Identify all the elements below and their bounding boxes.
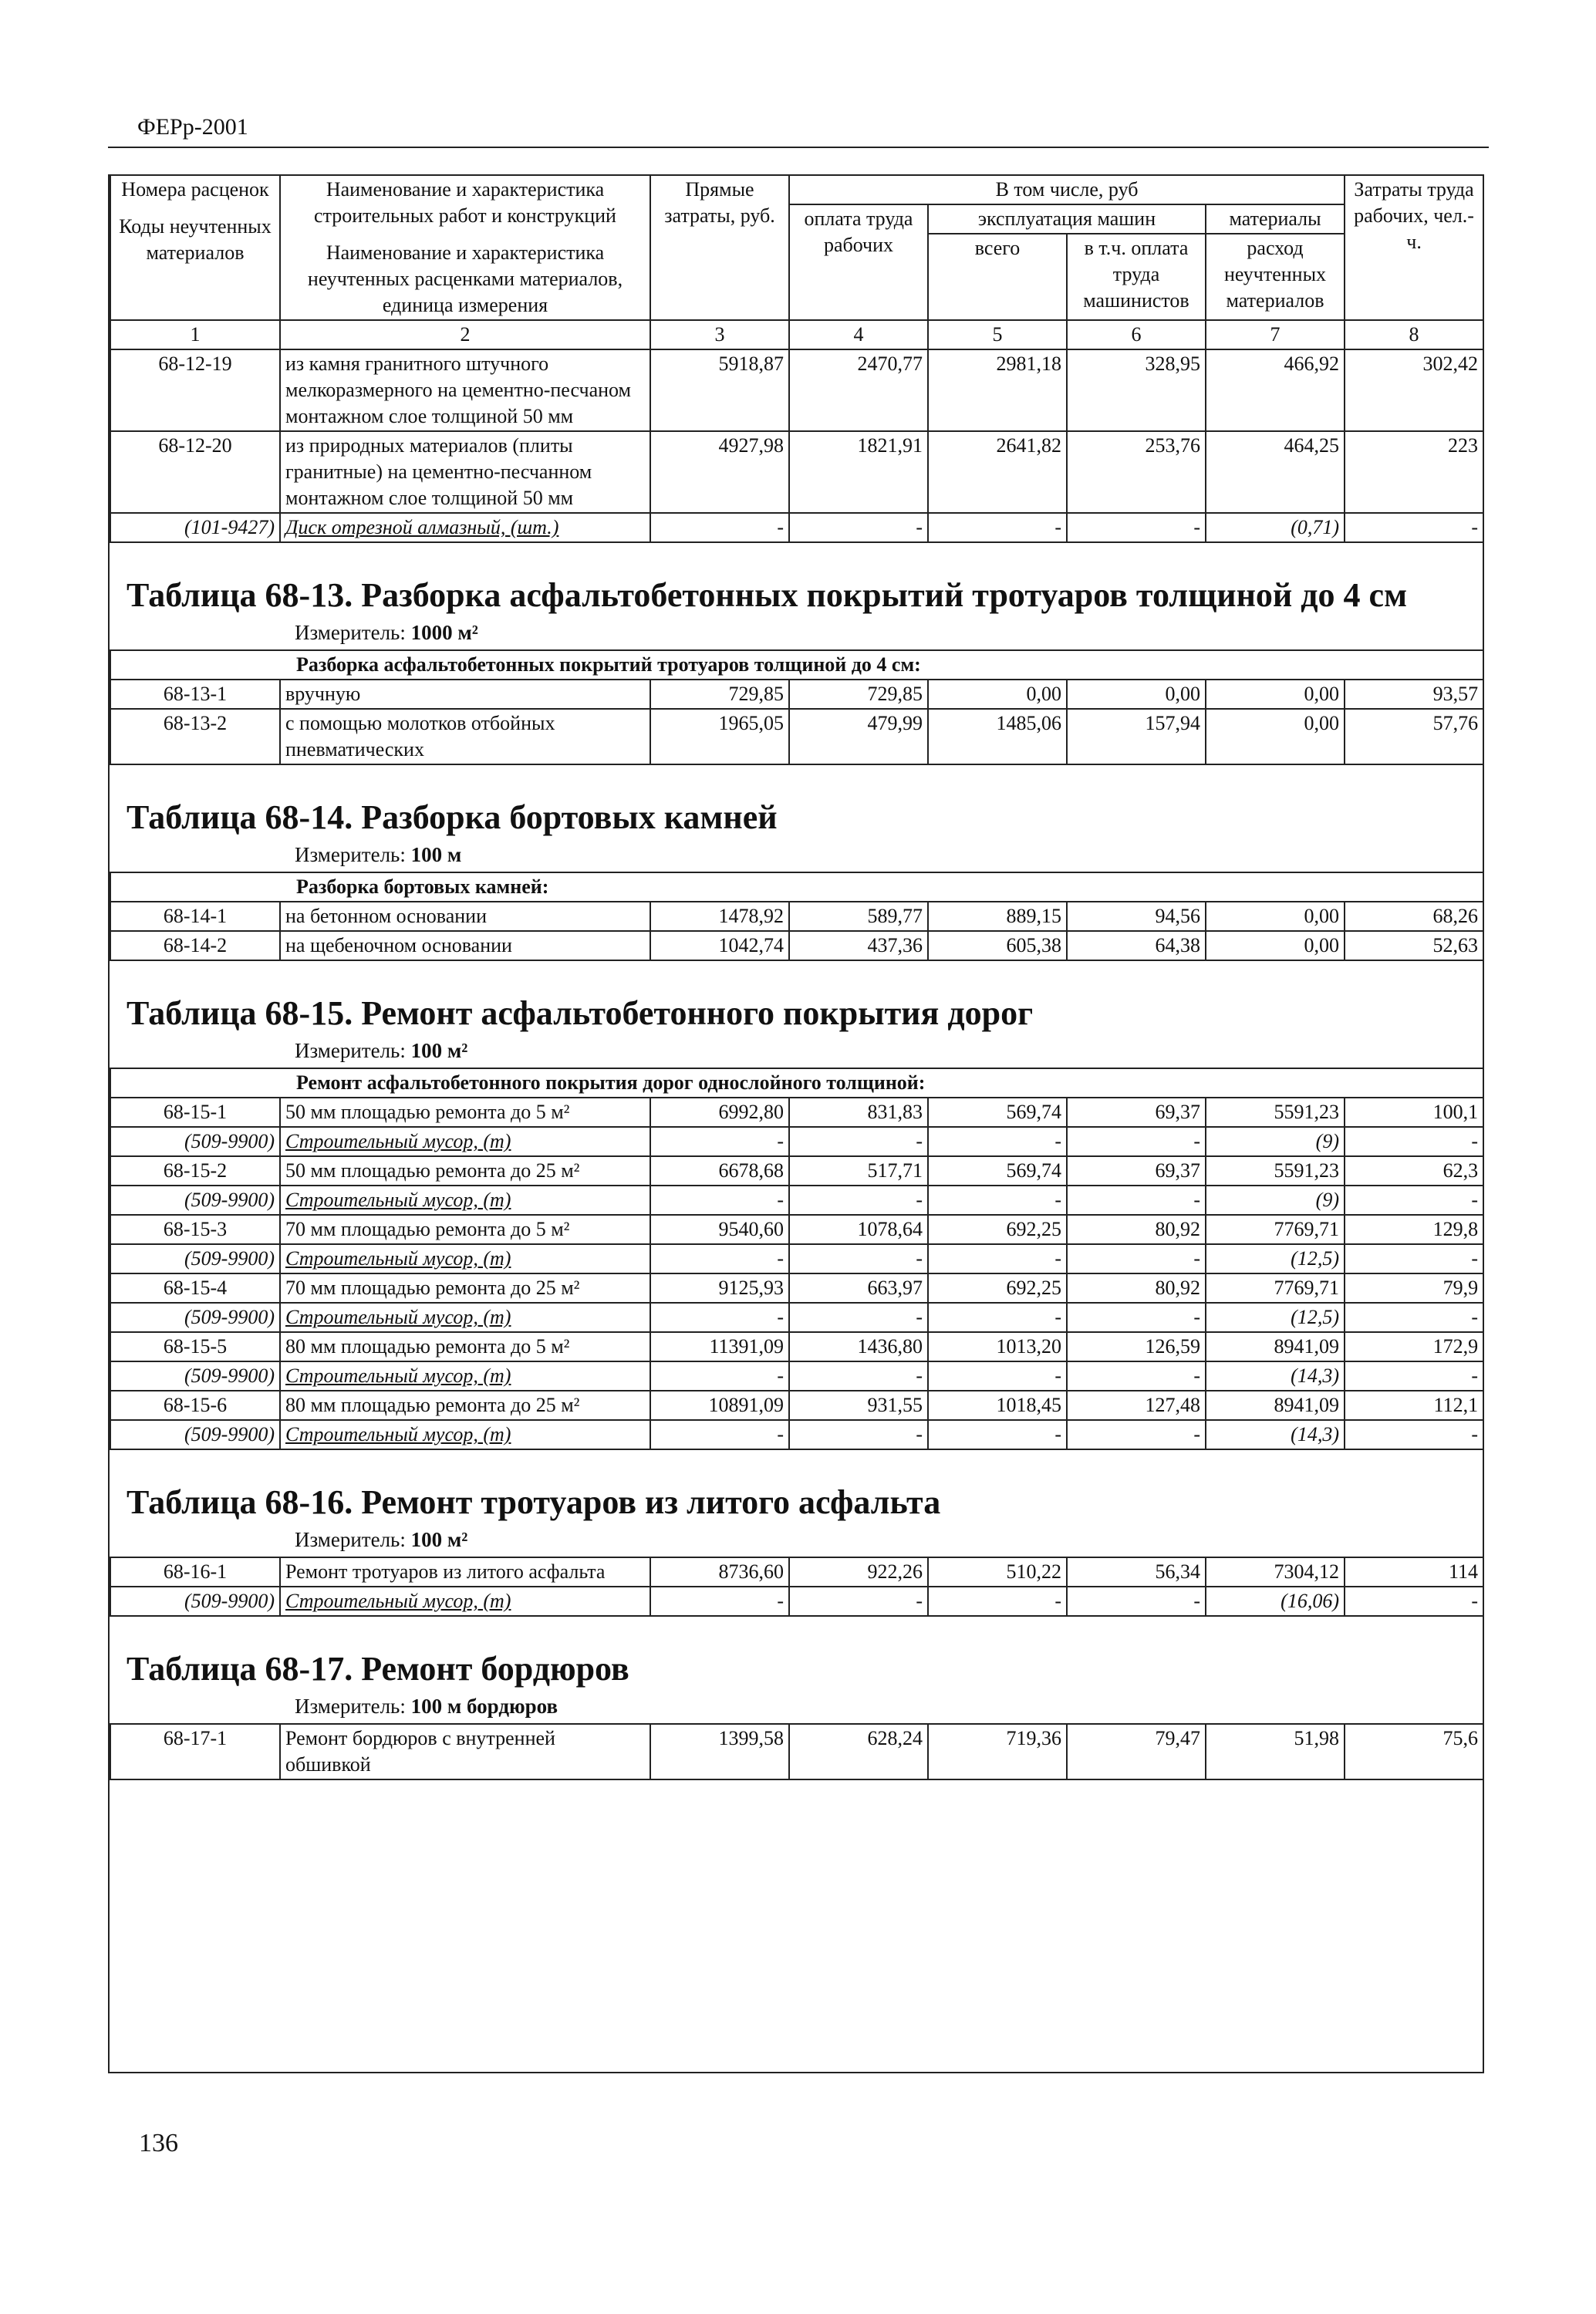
page-frame — [108, 174, 1484, 2073]
table-68-14-title: Таблица 68-14. Разборка бортовых камней — [127, 798, 778, 836]
table-68-17 — [110, 1723, 1484, 1780]
table-68-16-meter: Измеритель: 100 м² — [295, 1528, 468, 1551]
material-row: (509-9900) Строительный мусор, (т) - - - - (14,3) - — [110, 1420, 1483, 1449]
document-code: ФЕРр-2001 — [137, 114, 248, 140]
table-row: 68-13-1 вручную 729,85 729,85 0,00 0,00 0,00 93,57 — [110, 680, 1483, 709]
page-number: 136 — [139, 2129, 178, 2157]
table-row: 68-12-20 из природных материалов (плиты гранитные) на цементно-песчанном монтажном слое толщиной 50 мм 4927,98 1821,91 2641,82 253,76 464,25 223 — [110, 431, 1483, 513]
table-row: 68-15-4 70 мм площадью ремонта до 25 м² 9125,93 663,97 692,25 80,92 7769,71 79,9 — [110, 1273, 1483, 1303]
col-head-codes: Номера расценок Коды неучтенных материалов — [110, 175, 280, 320]
material-row: (509-9900) Строительный мусор, (т) - - - - (14,3) - — [110, 1361, 1483, 1391]
table-68-13-meter: Измеритель: 1000 м² — [295, 621, 478, 644]
table-row: 68-13-2 с помощью молотков отбойных пневматических 1965,05 479,99 1485,06 157,94 0,00 57,76 — [110, 709, 1483, 764]
col-head-in-total: В том числе, руб — [789, 175, 1345, 204]
col-head-machines-wage: в т.ч. оплата труда машинистов — [1067, 234, 1206, 320]
column-numbers-row: 1 2 3 4 5 6 7 8 — [110, 320, 1483, 349]
material-row: (101-9427) Диск отрезной алмазный, (шт.) - - - - (0,71) - — [110, 513, 1483, 542]
material-row: (509-9900) Строительный мусор, (т) - - - - (16,06) - — [110, 1587, 1483, 1616]
table-68-16-title: Таблица 68-16. Ремонт тротуаров из литого асфальта — [127, 1483, 941, 1521]
table-68-16 — [110, 1557, 1484, 1617]
col-head-materials: материалы — [1206, 204, 1345, 234]
table-68-15 — [110, 1068, 1484, 1450]
group-heading: Ремонт асфальтобетонного покрытия дорог однослойного толщиной: — [110, 1068, 1483, 1098]
table-68-15-meter: Измеритель: 100 м² — [295, 1039, 468, 1062]
group-heading: Разборка асфальтобетонных покрытий тротуаров толщиной до 4 см: — [110, 650, 1483, 680]
table-row: 68-14-1 на бетонном основании 1478,92 589,77 889,15 94,56 0,00 68,26 — [110, 902, 1483, 931]
col-head-machines-total: всего — [928, 234, 1067, 320]
col-head-materials-sub: расход неучтенных материалов — [1206, 234, 1345, 320]
col-head-direct-costs: Прямые затраты, руб. — [650, 175, 789, 320]
col-head-machines: эксплуатация машин — [928, 204, 1206, 234]
table-68-14 — [110, 872, 1484, 961]
col-head-labor: Затраты труда рабочих, чел.-ч. — [1345, 175, 1483, 320]
table-row: 68-15-5 80 мм площадью ремонта до 5 м² 11391,09 1436,80 1013,20 126,59 8941,09 172,9 — [110, 1332, 1483, 1361]
table-68-13-title: Таблица 68-13. Разборка асфальтобетонных покрытий тротуаров толщиной до 4 см — [127, 576, 1408, 614]
col-head-name: Наименование и характеристика строительных работ и конструкций Наименование и характеристика неучтенных расценками материалов, единица измерения — [280, 175, 650, 320]
table-row: 68-16-1 Ремонт тротуаров из литого асфальта 8736,60 922,26 510,22 56,34 7304,12 114 — [110, 1557, 1483, 1587]
table-row: 68-15-3 70 мм площадью ремонта до 5 м² 9540,60 1078,64 692,25 80,92 7769,71 129,8 — [110, 1215, 1483, 1244]
table-row: 68-15-6 80 мм площадью ремонта до 25 м² 10891,09 931,55 1018,45 127,48 8941,09 112,1 — [110, 1391, 1483, 1420]
group-heading: Разборка бортовых камней: — [110, 872, 1483, 902]
table-68-14-meter: Измеритель: 100 м — [295, 843, 462, 866]
table-row: 68-15-1 50 мм площадью ремонта до 5 м² 6992,80 831,83 569,74 69,37 5591,23 100,1 — [110, 1098, 1483, 1127]
table-row: 68-17-1 Ремонт бордюров с внутренней обшивкой 1399,58 628,24 719,36 79,47 51,98 75,6 — [110, 1724, 1483, 1779]
header-rule — [108, 147, 1489, 148]
table-68-13 — [110, 649, 1484, 765]
table-68-17-meter: Измеритель: 100 м бордюров — [295, 1695, 558, 1718]
material-row: (509-9900) Строительный мусор, (т) - - - - (12,5) - — [110, 1303, 1483, 1332]
table-68-15-title: Таблица 68-15. Ремонт асфальтобетонного покрытия дорог — [127, 994, 1034, 1032]
table-row: 68-14-2 на щебеночном основании 1042,74 437,36 605,38 64,38 0,00 52,63 — [110, 931, 1483, 960]
table-row: 68-12-19 из камня гранитного штучного мелкоразмерного на цементно-песчаном монтажном слое толщиной 50 мм 5918,87 2470,77 2981,18 328,95 466,92 302,42 — [110, 349, 1483, 431]
col-head-wage: оплата труда рабочих — [789, 204, 928, 320]
material-row: (509-9900) Строительный мусор, (т) - - - - (12,5) - — [110, 1244, 1483, 1273]
material-row: (509-9900) Строительный мусор, (т) - - - - (9) - — [110, 1186, 1483, 1215]
table-row: 68-15-2 50 мм площадью ремонта до 25 м² 6678,68 517,71 569,74 69,37 5591,23 62,3 — [110, 1156, 1483, 1186]
material-row: (509-9900) Строительный мусор, (т) - - - - (9) - — [110, 1127, 1483, 1156]
rates-table-head — [110, 174, 1484, 543]
table-68-17-title: Таблица 68-17. Ремонт бордюров — [127, 1650, 629, 1688]
